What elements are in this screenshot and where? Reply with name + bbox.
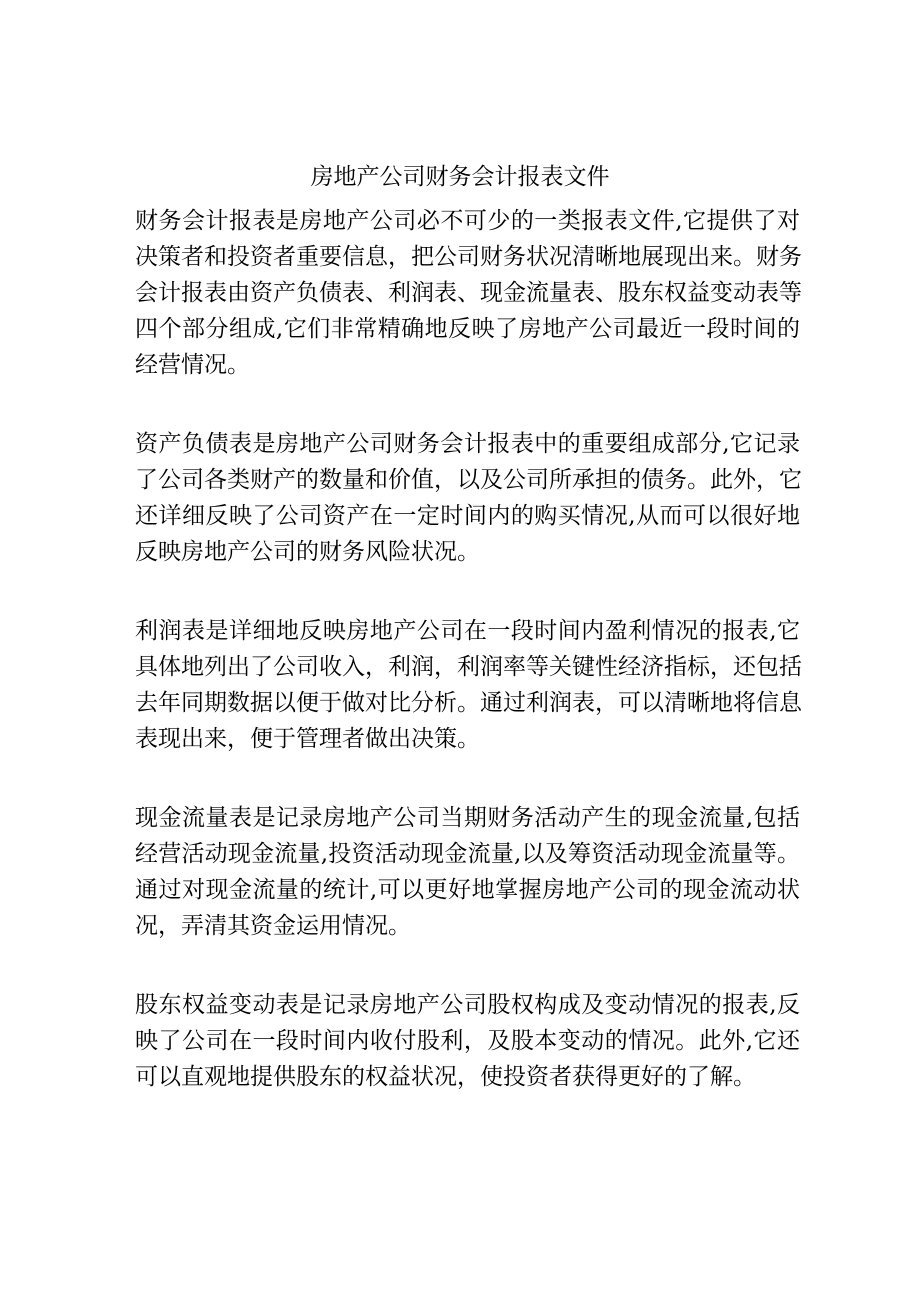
paragraph-line: 会计报表由资产负债表、利润表、现金流量表、股东权益变动表等 — [135, 280, 802, 306]
paragraph-line: 去年同期数据以便于做对比分析。通过利润表，可以清晰地将信息 — [135, 690, 802, 716]
paragraph-line: 了公司各类财产的数量和价值，以及公司所承担的债务。此外，它 — [135, 467, 802, 493]
paragraph-line: 四个部分组成,它们非常精确地反映了房地产公司最近一段时间的 — [135, 316, 800, 342]
paragraph-line: 利润表是详细地反映房地产公司在一段时间内盈利情况的报表,它 — [135, 618, 800, 644]
paragraph-line: 决策者和投资者重要信息，把公司财务状况清晰地展现出来。财务 — [135, 244, 802, 270]
paragraph-line: 况，弄清其资金运用情况。 — [135, 913, 411, 939]
paragraph-line: 通过对现金流量的统计,可以更好地掌握房地产公司的现金流动状 — [135, 877, 800, 903]
paragraph-balance-sheet — [135, 426, 800, 570]
document-body — [135, 203, 800, 1138]
paragraph-line: 财务会计报表是房地产公司必不可少的一类报表文件,它提供了对 — [135, 208, 800, 234]
paragraph-line: 股东权益变动表是记录房地产公司股权构成及变动情况的报表,反 — [135, 992, 800, 1018]
document-title: 房地产公司财务会计报表文件 — [310, 164, 610, 190]
paragraph-line: 经营情况。 — [135, 352, 250, 378]
paragraph-line: 映了公司在一段时间内收付股利，及股本变动的情况。此外,它还 — [135, 1028, 800, 1054]
paragraph-line: 具体地列出了公司收入，利润，利润率等关键性经济指标，还包括 — [135, 654, 802, 680]
paragraph-line: 表现出来，便于管理者做出决策。 — [135, 726, 480, 752]
paragraph-line: 现金流量表是记录房地产公司当期财务活动产生的现金流量,包括 — [135, 805, 800, 831]
paragraph-line: 资产负债表是房地产公司财务会计报表中的重要组成部分,它记录 — [135, 431, 800, 457]
paragraph-income-statement — [135, 613, 800, 757]
paragraph-line: 还详细反映了公司资产在一定时间内的购买情况,从而可以很好地 — [135, 503, 800, 529]
paragraph-line: 可以直观地提供股东的权益状况，使投资者获得更好的了解。 — [135, 1064, 756, 1090]
paragraph-line: 经营活动现金流量,投资活动现金流量,以及筹资活动现金流量等。 — [135, 841, 800, 867]
paragraph-line: 反映房地产公司的财务风险状况。 — [135, 539, 480, 565]
paragraph-equity-changes — [135, 987, 800, 1095]
paragraph-cash-flow — [135, 800, 800, 944]
paragraph-overview — [135, 203, 800, 383]
